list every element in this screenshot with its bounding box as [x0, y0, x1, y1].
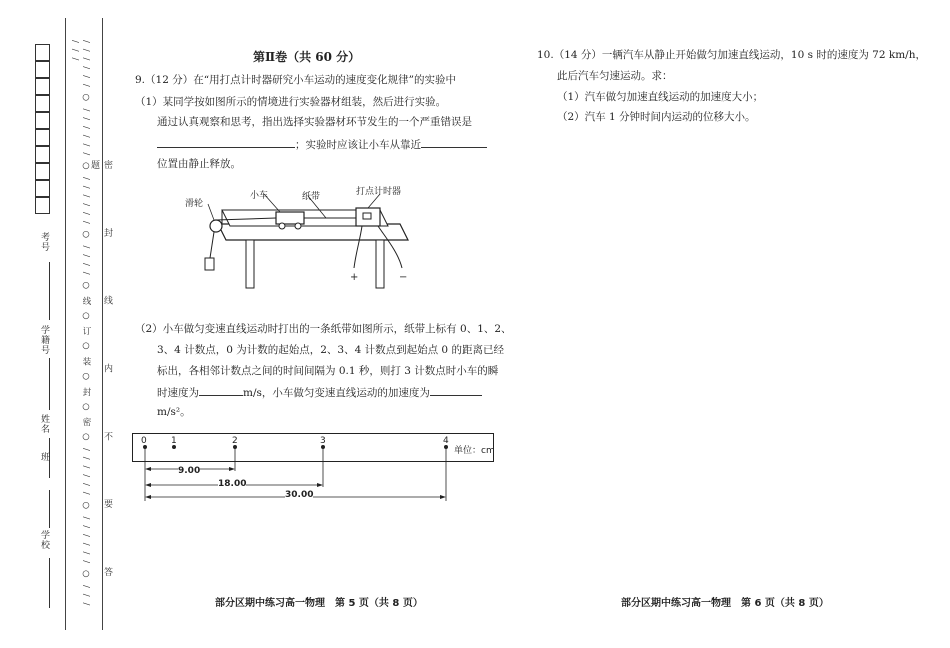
blank-error-answer[interactable] [157, 136, 295, 148]
tape-label-0: 0 [141, 436, 147, 446]
q10-part2: （2）汽车 1 分钟时间内运动的位移大小。 [557, 111, 756, 123]
label-pulley: 滑轮 [185, 199, 204, 209]
q9-part2-line5: m/s²。 [157, 406, 191, 418]
cart-icon [276, 212, 304, 224]
name-line[interactable] [49, 358, 50, 410]
q9-part2-line1: （2）小车做匀变速直线运动时打出的一条纸带如图所示，纸带上标有 0、1、2、 [135, 323, 512, 335]
q9-part2-line3: 标出，各相邻计数点之间的时间间隔为 0.1 秒，则打 3 计数点时小车的瞬 [157, 365, 499, 377]
margin-rule-outer [65, 18, 66, 630]
tape-label-1: 1 [171, 436, 177, 446]
label-minus: − [399, 272, 408, 283]
student-id-label: 学籍号 [39, 325, 49, 355]
school-line[interactable] [49, 490, 50, 528]
blank-velocity[interactable] [199, 384, 243, 396]
tape-unit: 单位：cm [454, 446, 495, 456]
student-id-line[interactable] [49, 262, 50, 320]
hanging-weight [205, 258, 214, 270]
table-leg-left [246, 240, 254, 288]
name-label: 姓名 [39, 414, 49, 434]
label-timer: 打点计时器 [356, 187, 402, 197]
q9-part2-line4 [157, 384, 482, 400]
tape-label-3: 3 [320, 436, 326, 446]
q10-part1: （1）汽车做匀加速直线运动的加速度大小； [557, 91, 764, 103]
q9-part2-line2: 3、4 计数点，0 为计数的起始点，2、3、4 计数点到起始点 0 的距离已经 [157, 344, 504, 356]
tape-label-4: 4 [443, 436, 449, 446]
q9-part2-l4b: m/s，小车做匀变速直线运动的加速度为 [243, 387, 430, 399]
label-cart: 小车 [250, 191, 269, 201]
no-answer-warning: 密 封 线 内 不 要 答 题 [89, 160, 112, 605]
distance-label-4: 30.00 [285, 490, 314, 500]
q9-part1-intro: （1）某同学按如图所示的情境进行实验器材组装，然后进行实验。 [135, 96, 447, 108]
table-leg-right [376, 240, 384, 288]
class-label: 班 [39, 452, 49, 462]
q9-part1-end: 位置由静止释放。 [157, 158, 241, 170]
tape-label-2: 2 [232, 436, 238, 446]
exam-no-label: 考号 [39, 232, 49, 252]
school-line-2[interactable] [49, 558, 50, 608]
section-title: 第Ⅱ卷（共 60 分） [253, 50, 361, 64]
blank-release-position[interactable] [421, 136, 487, 148]
string-hang [210, 232, 214, 258]
q10-line2: 此后汽车匀速运动。求： [557, 70, 673, 82]
q9-stem: 9.（12 分）在“用打点计时器研究小车运动的速度变化规律”的实验中 [135, 74, 456, 86]
q9-part1-line1: 通过认真观察和思考，指出选择实验器材环节发生的一个严重错误是 [157, 116, 472, 128]
blank-acceleration[interactable] [430, 384, 482, 396]
q9-part2-l4a: 时速度为 [157, 387, 199, 399]
label-plus: + [350, 272, 359, 283]
q9-part1-mid: ；实验时应该让小车从靠近 [295, 139, 421, 151]
footer-left: 部分区期中练习高一物理 第 5 页（共 8 页） [215, 598, 423, 609]
distance-label-2: 9.00 [178, 466, 201, 476]
seal-line-text: / / / / / / ○ / / / / / / ○ / / / / / / ○ / / / / ○ 线 ○ 订 ○ 装 ○ 封 ○ 密 ○ / / / / / / ○ / / / / / / ○ / / / / / / [70, 40, 91, 607]
distance-label-3: 18.00 [218, 479, 247, 489]
q9-part1-line2 [157, 136, 487, 152]
footer-right: 部分区期中练习高一物理 第 6 页（共 8 页） [621, 598, 829, 609]
q10-line1: 10.（14 分）一辆汽车从静止开始做匀加速直线运动，10 s 时的速度为 72 km/h， [537, 49, 926, 61]
school-label: 学校 [39, 530, 49, 550]
pulley-icon [210, 220, 222, 232]
label-tape: 纸带 [302, 192, 321, 202]
